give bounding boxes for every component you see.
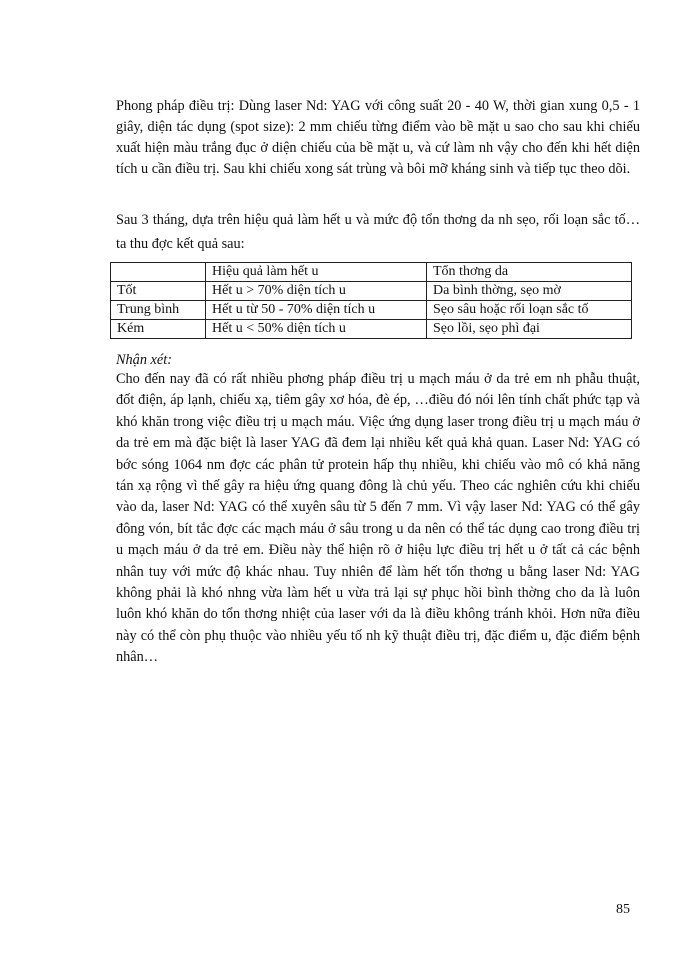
table-cell: Sẹo sâu hoặc rối loạn sắc tố <box>427 301 632 320</box>
method-paragraph: Phong pháp điều trị: Dùng laser Nd: YAG với công suất 20 - 40 W, thời gian xung 0,5 - 1 giây, diện tác dụng (spot size): 2 mm chiếu từng điểm vào bề mặt u sao cho sau khi chiếu xuất hiện màu trắng đục ở diện chiếu của bề mặt u, và cứ làm nh vậy cho đến khi hết diện tích u cần điều trị. Sau khi chiếu xong sát trùng và bôi mỡ kháng sinh và tiếp tục theo dõi. <box>116 98 640 177</box>
table-cell: Hết u < 50% diện tích u <box>206 320 427 339</box>
table-row <box>111 301 632 320</box>
table-row <box>111 282 632 301</box>
table-header-row <box>111 263 632 282</box>
table-cell: Sẹo lồi, sẹo phì đại <box>427 320 632 339</box>
page-number: 85 <box>616 902 630 917</box>
remarks-title: Nhận xét: <box>116 352 172 368</box>
table-cell: Hết u từ 50 - 70% diện tích u <box>206 301 427 320</box>
table-row <box>111 320 632 339</box>
table-cell: Trung bình <box>111 301 206 320</box>
table-cell: Kém <box>111 320 206 339</box>
table-header-cell <box>111 263 206 282</box>
remarks-paragraph: Cho đến nay đã có rất nhiều phơng pháp điều trị u mạch máu ở da trẻ em nh phẫu thuật, đốt điện, áp lạnh, chiếu xạ, tiêm gây xơ hóa, đè ép, …điều đó nói lên tính chất phức tạp và khó khăn trong việc điều trị u mạch máu. Việc ứng dụng laser trong điều trị u mạch máu ở da trẻ em mà đặc biệt là laser YAG đã đem lại nhiều kết quả khả quan. Laser Nd: YAG có bớc sóng 1064 nm đợc các phân tử protein hấp thụ nhiều, khi chiếu vào mô có khả năng tán xạ rộng vì thế gây ra hiệu ứng quang đông là chủ yếu. Theo các nghiên cứu khi chiếu vào da, laser Nd: YAG có thể xuyên sâu từ 5 đến 7 mm. Vì vậy laser Nd: YAG có thể gây đông vón, bít tắc đợc các mạch máu ở sâu trong u da nên có thể tác dụng cao trong điều trị u mạch máu ở da trẻ em. Điều này thể hiện rõ ở hiệu lực điều trị hết u ở tất cả các bệnh nhân tuy với mức độ khác nhau. Tuy nhiên để làm hết tổn thơng u bằng laser Nd: YAG không phải là khó nhng vừa làm hết u vừa trả lại sự phục hồi bình thờng cho da là luôn luôn khó khăn do tổn thơng nhiệt của laser với da là điều không tránh khỏi. Hơn nữa điều này có thể còn phụ thuộc vào nhiều yếu tố nh kỹ thuật điều trị, đặc điểm u, đặc điểm bệnh nhân… <box>116 371 640 666</box>
table-header-cell: Hiệu quả làm hết u <box>206 263 427 282</box>
results-table <box>110 262 632 339</box>
table-cell: Hết u > 70% diện tích u <box>206 282 427 301</box>
table-cell: Da bình thờng, sẹo mờ <box>427 282 632 301</box>
results-intro-paragraph: Sau 3 tháng, dựa trên hiệu quả làm hết u và mức độ tổn thơng da nh sẹo, rối loạn sắc tố… ta thu đợc kết quả sau: <box>116 212 640 252</box>
table-cell: Tốt <box>111 282 206 301</box>
table-header-cell: Tổn thơng da <box>427 263 632 282</box>
